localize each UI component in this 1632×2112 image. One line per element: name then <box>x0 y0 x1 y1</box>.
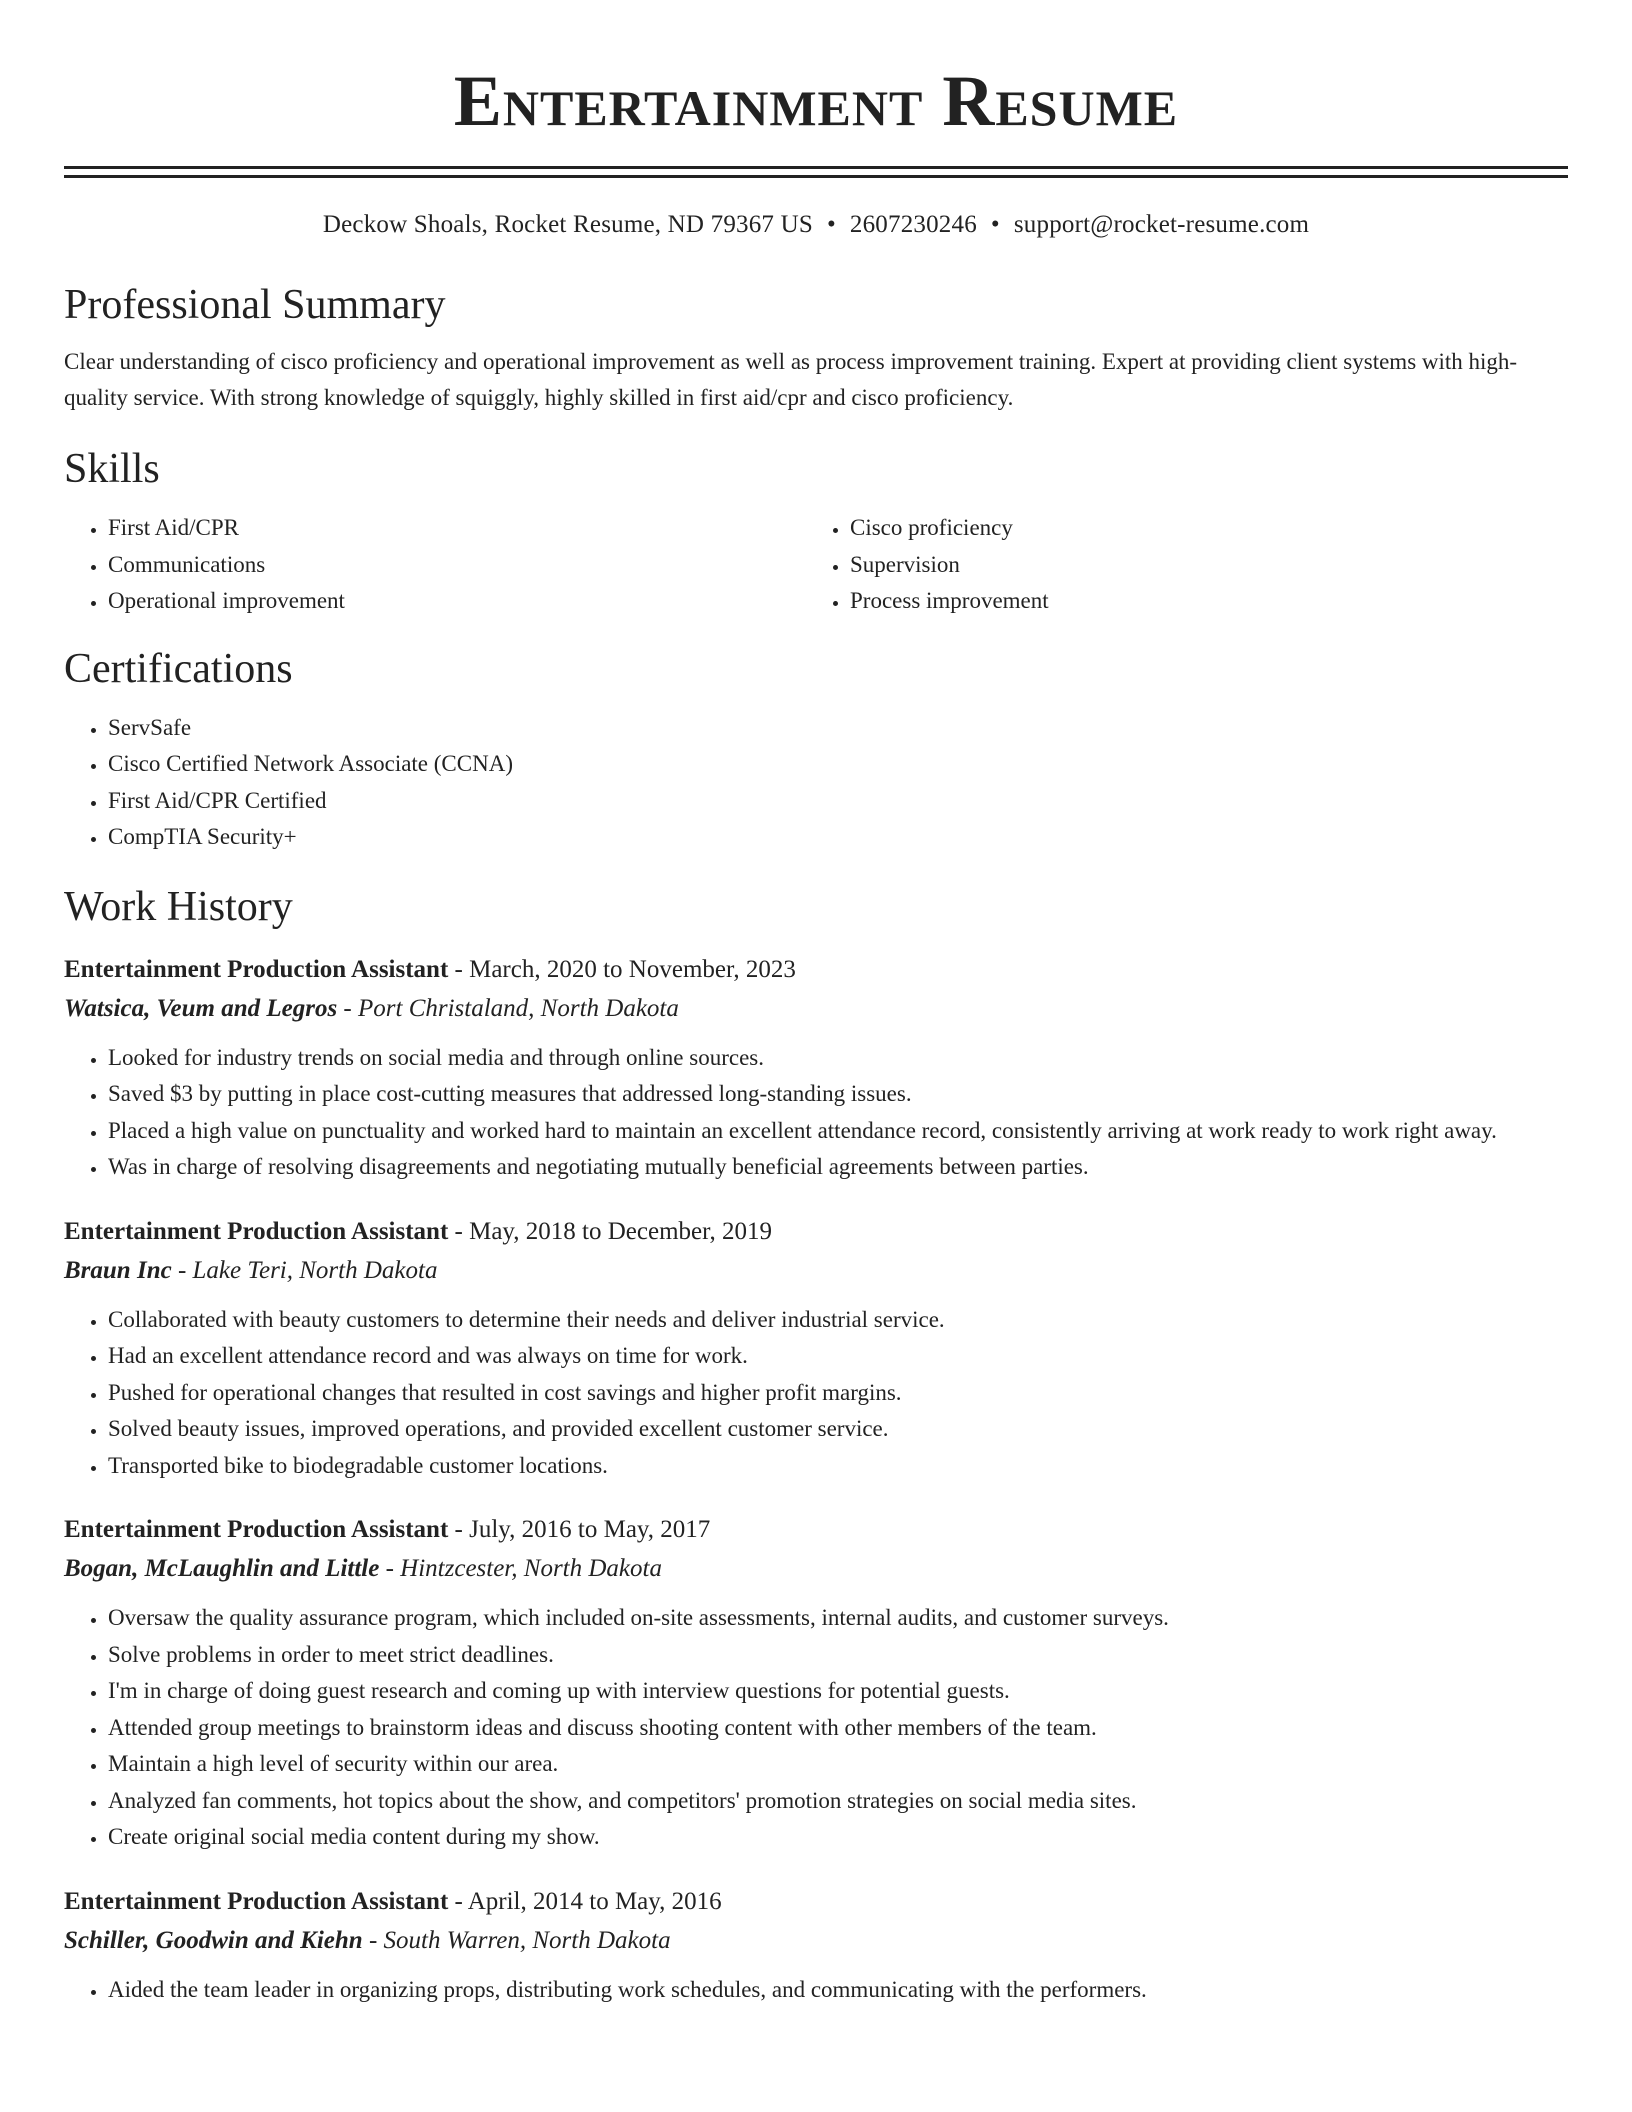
summary-section <box>64 280 1568 416</box>
job-header <box>64 1882 1568 1922</box>
skills-column-left <box>64 510 806 620</box>
job-employer <box>64 1922 1568 1960</box>
company-name: Watsica, Veum and Legros <box>64 994 338 1022</box>
job-bullet: • Aided the team leader in organizing props, distributing work schedules, and communicating with the performers. <box>108 1972 1568 2009</box>
resume-title: Entertainment Resume <box>453 61 1179 141</box>
job-entry <box>64 1510 1568 1856</box>
company-name: Schiller, Goodwin and Kiehn <box>64 1926 363 1954</box>
job-bullet: • Transported bike to biodegradable customer locations. <box>108 1448 1568 1485</box>
work-history-heading: Work History <box>64 883 293 930</box>
job-bullet-list <box>64 1972 1568 2009</box>
skills-list-left <box>64 510 806 620</box>
job-entry <box>64 950 1568 1186</box>
certification-item: • ServSafe <box>108 710 1568 747</box>
job-dates: - April, 2014 to May, 2016 <box>454 1887 722 1915</box>
job-entry <box>64 1882 1568 2009</box>
job-bullet: • Had an excellent attendance record and was always on time for work. <box>108 1338 1568 1375</box>
job-dates: - May, 2018 to December, 2019 <box>454 1217 772 1245</box>
job-header <box>64 1212 1568 1252</box>
work-history-section <box>64 882 1568 2009</box>
skills-list-right <box>806 510 1548 620</box>
skills-column-right <box>806 510 1548 620</box>
job-bullet: • I'm in charge of doing guest research and coming up with interview questions for potential guests. <box>108 1673 1568 1710</box>
skills-heading: Skills <box>64 446 160 492</box>
job-title: Entertainment Production Assistant <box>64 1217 449 1245</box>
job-bullet: • Analyzed fan comments, hot topics about the show, and competitors' promotion strategies on social media sites. <box>108 1783 1568 1820</box>
skill-item: • First Aid/CPR <box>108 510 806 547</box>
title-divider-top <box>64 166 1568 169</box>
job-bullet: • Oversaw the quality assurance program, which included on-site assessments, internal audits, and customer surveys. <box>108 1600 1568 1637</box>
company-location: - Port Christaland, North Dakota <box>343 994 679 1022</box>
company-location: - South Warren, North Dakota <box>368 1926 671 1954</box>
certification-item: • CompTIA Security+ <box>108 819 1568 856</box>
job-bullet-list <box>64 1302 1568 1485</box>
job-header <box>64 950 1568 990</box>
contact-separator: • <box>826 211 836 238</box>
certification-item: • First Aid/CPR Certified <box>108 783 1568 820</box>
contact-email: support@rocket-resume.com <box>1013 211 1310 238</box>
skill-item: • Process improvement <box>850 583 1548 620</box>
job-bullet: • Collaborated with beauty customers to determine their needs and deliver industrial service. <box>108 1302 1568 1339</box>
certification-item: • Cisco Certified Network Associate (CCNA) <box>108 746 1568 783</box>
title-divider-bottom <box>64 175 1568 178</box>
job-employer <box>64 1252 1568 1290</box>
skill-item: • Cisco proficiency <box>850 510 1548 547</box>
certifications-heading: Certifications <box>64 645 293 692</box>
job-employer <box>64 990 1568 1028</box>
skill-item: • Supervision <box>850 547 1548 584</box>
job-header <box>64 1510 1568 1550</box>
summary-heading: Professional Summary <box>64 282 446 328</box>
certifications-section <box>64 644 1568 856</box>
job-bullet: • Maintain a high level of security within our area. <box>108 1746 1568 1783</box>
job-employer <box>64 1550 1568 1588</box>
contact-separator: • <box>990 211 1000 238</box>
job-bullet: • Placed a high value on punctuality and worked hard to maintain an excellent attendance record, consistently arriving at work ready to work right away. <box>108 1113 1568 1150</box>
resume-page <box>64 0 1568 2008</box>
company-name: Bogan, McLaughlin and Little <box>64 1555 380 1582</box>
skill-item: • Operational improvement <box>108 583 806 620</box>
job-bullet: • Pushed for operational changes that resulted in cost savings and higher profit margins. <box>108 1375 1568 1412</box>
company-name: Braun Inc <box>64 1256 172 1284</box>
job-dates: - March, 2020 to November, 2023 <box>454 955 796 983</box>
job-bullet: • Solved beauty issues, improved operations, and provided excellent customer service. <box>108 1411 1568 1448</box>
contact-phone: 2607230246 <box>849 211 977 238</box>
contact-line <box>64 208 1568 242</box>
contact-address: Deckow Shoals, Rocket Resume, ND 79367 US <box>322 211 813 238</box>
job-bullet: • Create original social media content during my show. <box>108 1819 1568 1856</box>
certifications-list <box>64 710 1568 856</box>
job-bullet-list <box>64 1600 1568 1856</box>
job-title: Entertainment Production Assistant <box>64 1516 449 1543</box>
skills-grid <box>64 510 1568 620</box>
job-bullet: • Solve problems in order to meet strict deadlines. <box>108 1637 1568 1674</box>
skill-item: • Communications <box>108 547 806 584</box>
job-bullet: • Was in charge of resolving disagreements and negotiating mutually beneficial agreements between parties. <box>108 1149 1568 1186</box>
company-location: - Lake Teri, North Dakota <box>177 1256 438 1284</box>
summary-text: Clear understanding of cisco proficiency and operational improvement as well as process improvement training. Expert at providing client systems with high-quality service. With strong knowledge of squiggly, highly skilled in first aid/cpr and cisco proficiency. <box>64 349 1518 410</box>
job-dates: - July, 2016 to May, 2017 <box>454 1516 711 1543</box>
job-entry <box>64 1212 1568 1485</box>
skills-section <box>64 444 1568 620</box>
job-title: Entertainment Production Assistant <box>64 1887 449 1915</box>
job-bullet-list <box>64 1040 1568 1186</box>
job-title: Entertainment Production Assistant <box>64 955 449 983</box>
job-bullet: • Looked for industry trends on social media and through online sources. <box>108 1040 1568 1077</box>
job-bullet: • Saved $3 by putting in place cost-cutting measures that addressed long-standing issues. <box>108 1076 1568 1113</box>
company-location: - Hintzcester, North Dakota <box>385 1555 662 1582</box>
job-bullet: • Attended group meetings to brainstorm ideas and discuss shooting content with other members of the team. <box>108 1710 1568 1747</box>
